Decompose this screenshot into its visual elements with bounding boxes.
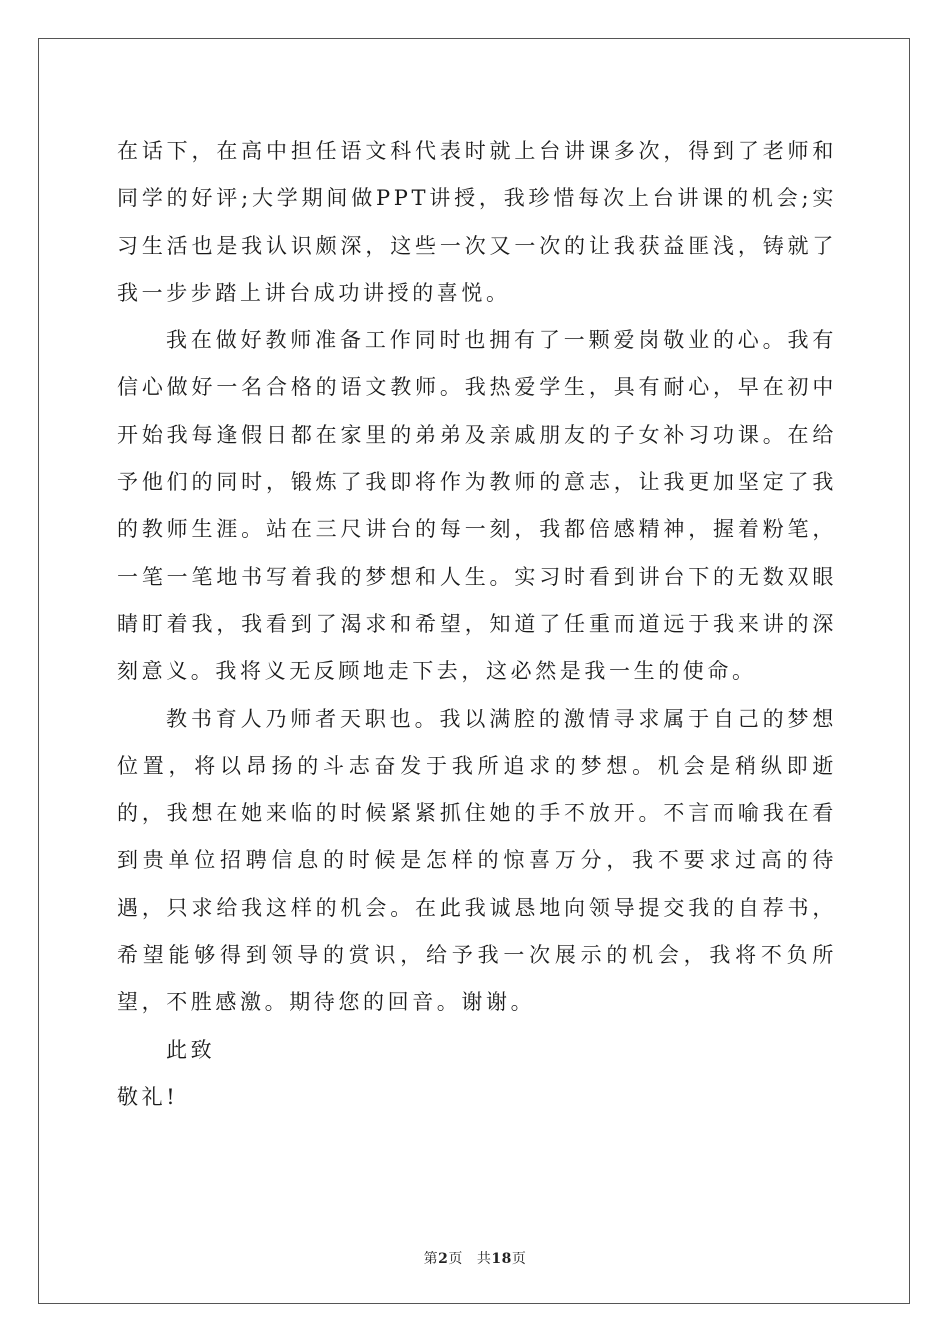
total-unit: 页 [511, 1251, 527, 1267]
document-body [117, 128, 837, 1121]
closing-regards: 敬礼! [117, 1084, 179, 1109]
page-prefix: 第 [423, 1251, 439, 1267]
page-footer [0, 1248, 950, 1268]
total-prefix: 共 [476, 1251, 492, 1267]
paragraph-2: 我在做好教师准备工作同时也拥有了一颗爱岗敬业的心。我有信心做好一名合格的语文教师。我热爱学生，具有耐心，早在初中开始我每逢假日都在家里的弟弟及亲戚朋友的子女补习功课。在给予他们的同时，锻炼了我即将作为教师的意志，让我更加坚定了我的教师生涯。站在三尺讲台的每一刻，我都倍感精神，握着粉笔，一笔一笔地书写着我的梦想和人生。实习时看到讲台下的无数双眼睛盯着我，我看到了渴求和希望，知道了任重而道远于我来讲的深刻意义。我将义无反顾地走下去，这必然是我一生的使命。 [117, 328, 837, 684]
paragraph-3: 教书育人乃师者天职也。我以满腔的激情寻求属于自己的梦想位置，将以昂扬的斗志奋发于我所追求的梦想。机会是稍纵即逝的，我想在她来临的时候紧紧抓住她的手不放开。不言而喻我在看到贵单位招聘信息的时候是怎样的惊喜万分，我不要求过高的待遇，只求给我这样的机会。在此我诚恳地向领导提交我的自荐书，希望能够得到领导的赏识，给予我一次展示的机会，我将不负所望，不胜感激。期待您的回音。谢谢。 [117, 706, 837, 1015]
page-total-number: 18 [491, 1251, 512, 1267]
closing-salutation: 此致 [166, 1037, 216, 1062]
page-current-number: 2 [438, 1251, 449, 1267]
paragraph-1: 在话下，在高中担任语文科代表时就上台讲课多次，得到了老师和同学的好评;大学期间做PPT讲授，我珍惜每次上台讲课的机会;实习生活也是我认识颇深，这些一次又一次的让我获益匪浅，铸就了我一步步踏上讲台成功讲授的喜悦。 [117, 139, 837, 305]
page-unit: 页 [448, 1251, 463, 1267]
